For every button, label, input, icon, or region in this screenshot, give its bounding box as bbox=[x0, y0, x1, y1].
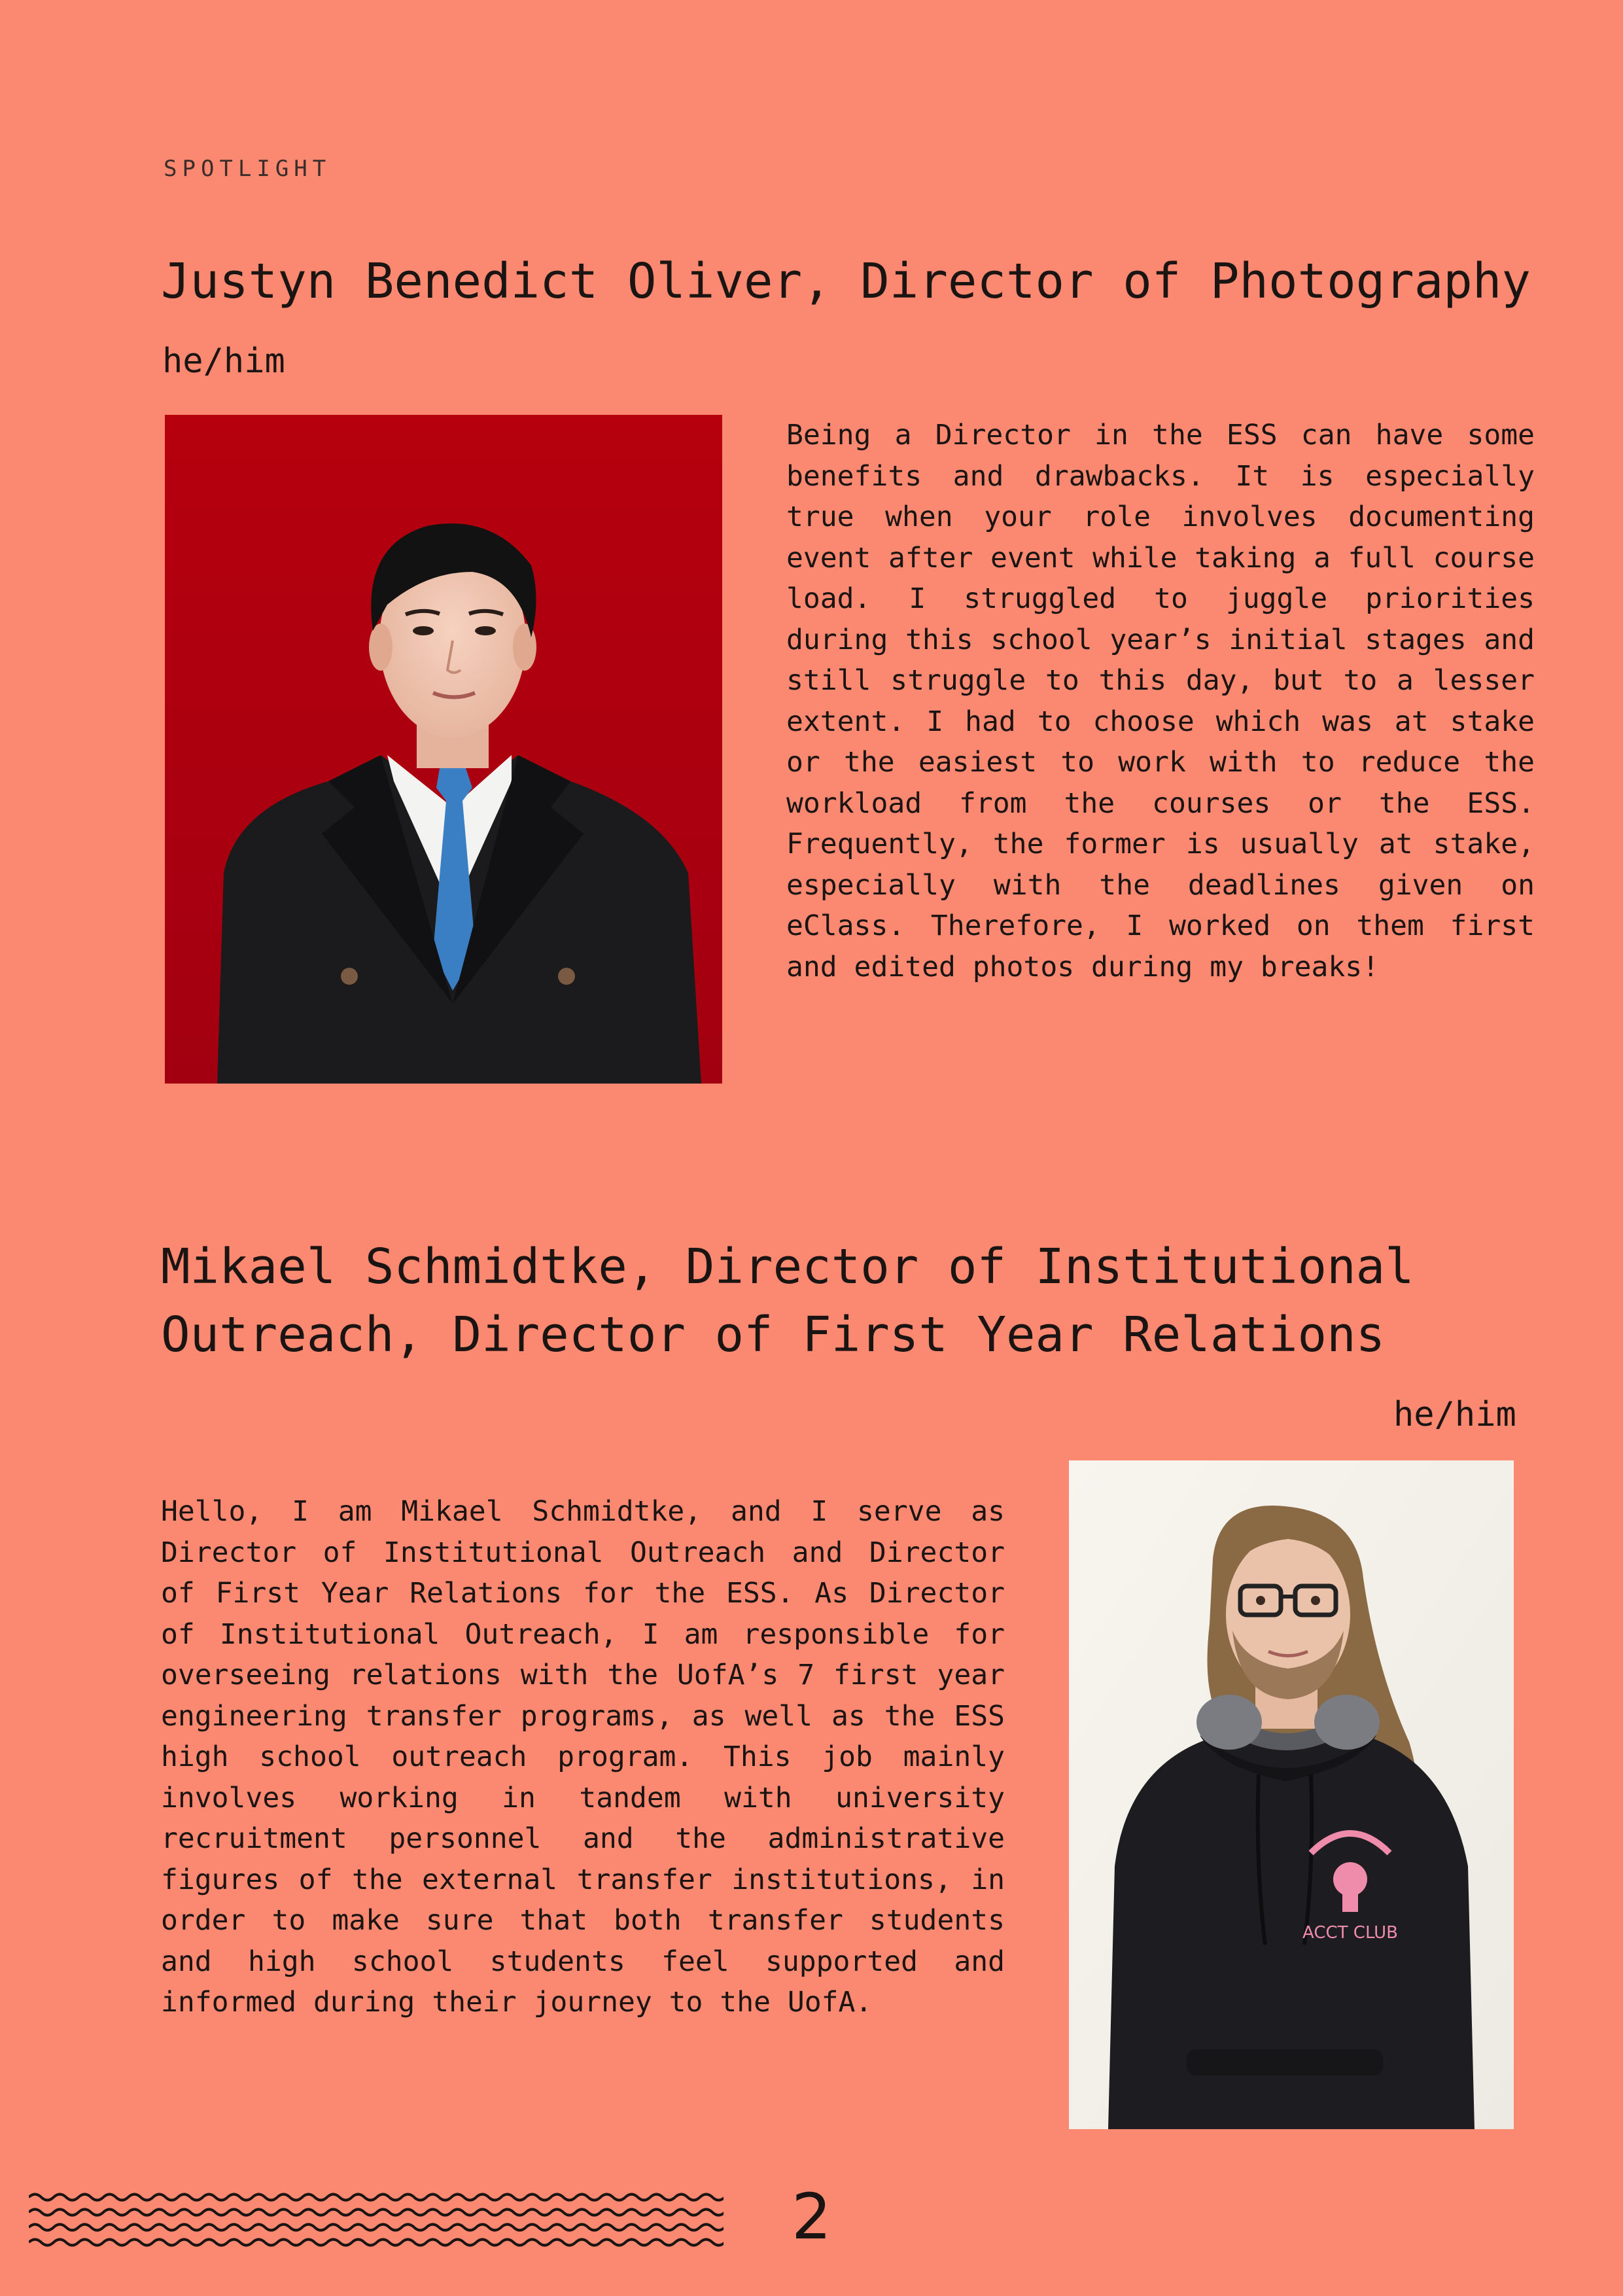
section-label: SPOTLIGHT bbox=[164, 156, 332, 182]
wave-line bbox=[29, 2195, 724, 2200]
profile-2-heading-line-2: Outreach, Director of First Year Relations bbox=[161, 1307, 1386, 1363]
profile-2-photo bbox=[1069, 1460, 1514, 2129]
wave-line bbox=[29, 2240, 724, 2246]
wave-line bbox=[29, 2225, 724, 2231]
profile-1-pronouns: he/him bbox=[162, 342, 285, 381]
profile-2-heading bbox=[161, 1233, 1414, 1369]
page-number: 2 bbox=[792, 2180, 832, 2253]
wave-line bbox=[29, 2210, 724, 2216]
club-logo-text: ACCT CLUB bbox=[1302, 1923, 1398, 1943]
profile-2-heading-line-1: Mikael Schmidtke, Director of Institutional bbox=[161, 1239, 1414, 1295]
profile-1-bio: Being a Director in the ESS can have some benefits and drawbacks. It is especially true when your role involves documenting event after event while taking a full course load. I struggled to juggle priorities during this school year’s initial stages and still struggle to this day, but to a lesser extent. I had to choose which was at stake or the easiest to work with to reduce the workload from the courses or the ESS. Frequently, the former is usually at stake, especially with the deadlines given on eClass. Therefore, I worked on them first and edited photos during my breaks! bbox=[786, 419, 1535, 983]
profile-1-photo bbox=[165, 415, 722, 1084]
profile-2-pronouns: he/him bbox=[1393, 1395, 1516, 1434]
wave-decoration bbox=[29, 2188, 724, 2253]
profile-1-heading: Justyn Benedict Oliver, Director of Photography bbox=[161, 253, 1531, 309]
profile-2-bio: Hello, I am Mikael Schmidtke, and I serve as Director of Institutional Outreach and Director of First Year Relations for the ESS. As Director of Institutional Outreach, I am responsible for overseeing relations with the UofA’s 7 first year engineering transfer programs, as well as the ESS high school outreach program. This job mainly involves working in tandem with university recruitment personnel and the administrative figures of the external transfer institutions, in order to make sure that both transfer students and high school students feel supported and informed during their journey to the UofA. bbox=[161, 1495, 1005, 2019]
